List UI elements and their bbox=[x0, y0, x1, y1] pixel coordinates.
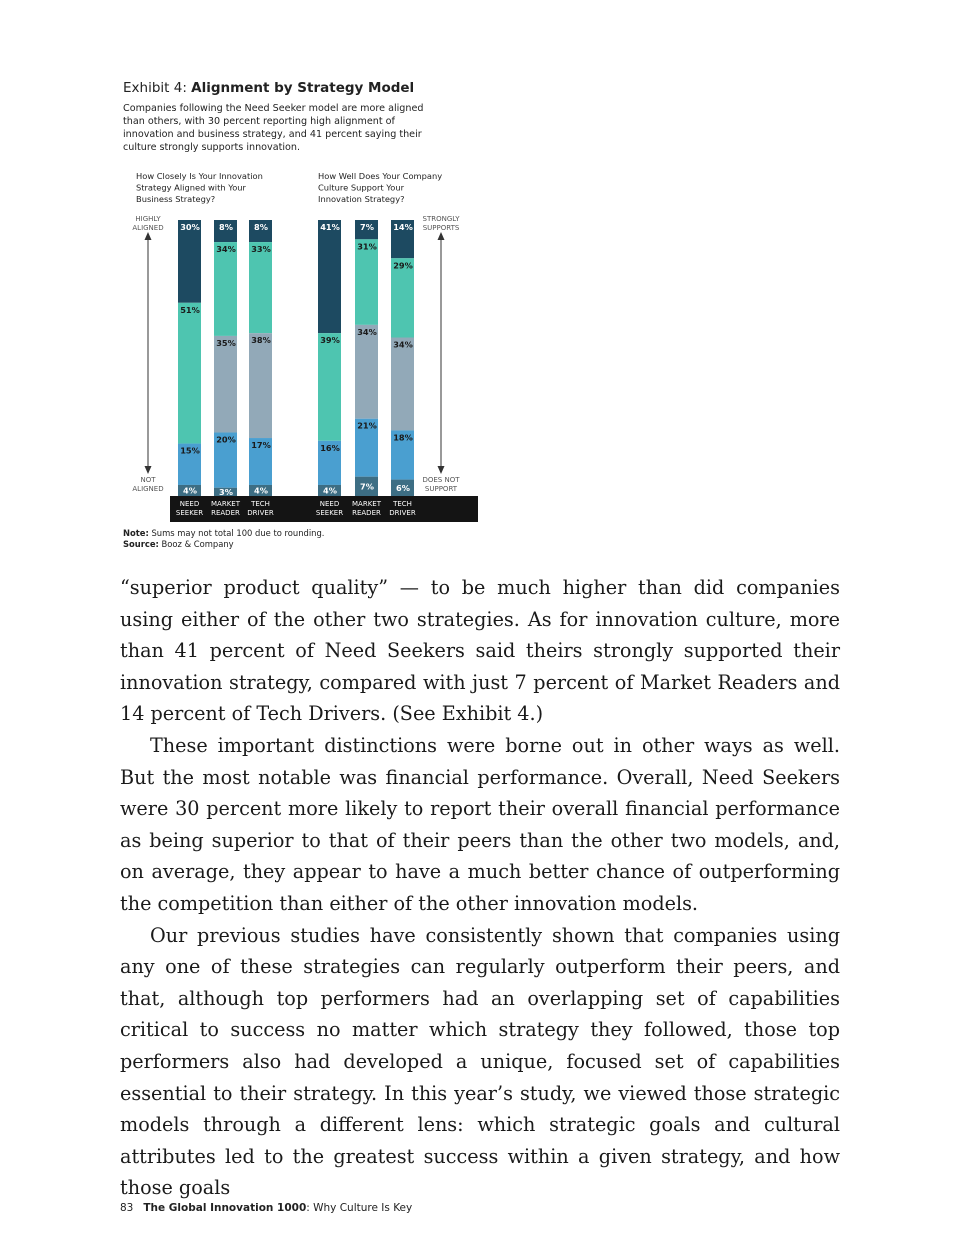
axis-top-label: STRONGLY bbox=[422, 215, 460, 223]
bar-segment bbox=[178, 303, 201, 444]
bar-segment bbox=[318, 220, 341, 333]
category-label: MARKET bbox=[211, 500, 240, 508]
category-label: READER bbox=[352, 509, 381, 517]
paragraph-1: “superior product quality” — to be much higher than did companies using either of the other two strategies. As for innovation culture, more than 41 percent of Need Seekers said theirs strongly supported their innovation strategy, compared with just 7 percent of Market Readers and 14 percent of Tech Drivers. (See Exhibit 4.) bbox=[120, 576, 840, 726]
category-label: NEED bbox=[319, 500, 340, 508]
bar-segment bbox=[249, 333, 272, 438]
note-label: Note: bbox=[123, 528, 149, 538]
body-text bbox=[120, 572, 840, 1204]
category-label: TECH bbox=[393, 500, 412, 508]
exhibit-subtitle: Companies following the Need Seeker model are more aligned than others, with 30 percent reporting high alignment of innovation and business strategy, and 41 percent saying their culture strongly supports innovation. bbox=[123, 103, 424, 153]
bar-segment bbox=[355, 325, 378, 419]
data-label: 6% bbox=[396, 482, 410, 493]
data-label: 35% bbox=[216, 337, 236, 348]
exhibit-label: Exhibit 4: bbox=[123, 80, 187, 96]
chart-1-title-line: Strategy Aligned with Your bbox=[136, 182, 246, 193]
category-label: MARKET bbox=[352, 500, 381, 508]
data-label: 3% bbox=[219, 486, 233, 497]
data-label: 7% bbox=[360, 481, 374, 492]
category-label: READER bbox=[211, 509, 240, 517]
data-label: 34% bbox=[216, 244, 236, 255]
bar-segment bbox=[214, 336, 237, 433]
data-label: 41% bbox=[320, 222, 340, 232]
chart-notes bbox=[123, 528, 324, 550]
axis-bottom-label: SUPPORT bbox=[424, 485, 458, 493]
paragraph-3: Our previous studies have consistently shown that companies using any one of these strategies can regularly outperform their peers, and that, although top performers had an overlapping set of capabilities critical to success no matter which strategy they followed, those top performers also had developed a unique, focused set of capabilities essential to their strategy. In this year’s study, we viewed those strategic models through a different lens: which strategic goals and cultural attributes led to the greatest success within a given strategy, and how those goals bbox=[120, 923, 840, 1200]
axis-arrow-down-2 bbox=[438, 466, 445, 474]
chart-1-title-line: Business Strategy? bbox=[136, 194, 216, 204]
axis-top-label: SUPPORTS bbox=[422, 224, 460, 232]
data-label: 14% bbox=[393, 222, 413, 232]
alignment-chart bbox=[0, 0, 960, 560]
data-label: 51% bbox=[180, 304, 200, 315]
data-label: 8% bbox=[219, 222, 233, 232]
data-label: 17% bbox=[251, 440, 271, 451]
data-label: 29% bbox=[393, 260, 413, 271]
category-label: NEED bbox=[179, 500, 200, 508]
data-label: 7% bbox=[360, 222, 374, 232]
exhibit-heading: Alignment by Strategy Model bbox=[191, 80, 415, 96]
data-label: 18% bbox=[393, 432, 413, 443]
data-label: 38% bbox=[251, 335, 271, 346]
paragraph-2: These important distinctions were borne out in other ways as well. But the most notable was financial performance. Overall, Need Seekers were 30 percent more likely to report their overall financial performance as being superior to that of their peers than the other two models, and, on average, they appear to have a much better chance of outperforming the competition than either of the other innovation models. bbox=[120, 733, 840, 915]
category-label: TECH bbox=[251, 500, 270, 508]
source-label: Source: bbox=[123, 539, 159, 549]
data-label: 4% bbox=[254, 485, 268, 496]
axis-arrow-down-1 bbox=[145, 466, 152, 474]
axis-arrow-up-2 bbox=[438, 232, 445, 240]
data-label: 8% bbox=[254, 222, 268, 232]
axis-bottom-label: NOT bbox=[140, 476, 156, 484]
chart-1-title-line: How Closely Is Your Innovation bbox=[136, 171, 263, 181]
axis-arrow-up-1 bbox=[145, 232, 152, 240]
chart-2-title-line: Culture Support Your bbox=[318, 182, 404, 193]
data-label: 16% bbox=[320, 442, 340, 453]
page-footer bbox=[120, 1202, 412, 1214]
data-label: 33% bbox=[251, 244, 271, 255]
chart-2-title-line: How Well Does Your Company bbox=[318, 171, 443, 181]
axis-bottom-label: DOES NOT bbox=[422, 476, 460, 484]
data-label: 31% bbox=[357, 241, 377, 252]
data-label: 20% bbox=[216, 434, 236, 445]
publication-title: The Global Innovation 1000 bbox=[143, 1202, 307, 1214]
axis-bottom-label: ALIGNED bbox=[132, 485, 164, 493]
axis-top-label: ALIGNED bbox=[132, 224, 164, 232]
category-label: SEEKER bbox=[175, 509, 204, 517]
data-label: 34% bbox=[357, 326, 377, 337]
note-text: Sums may not total 100 due to rounding. bbox=[151, 528, 325, 538]
data-label: 15% bbox=[180, 445, 200, 456]
page-number: 83 bbox=[120, 1202, 134, 1214]
bar-segment bbox=[318, 333, 341, 441]
data-label: 4% bbox=[323, 485, 337, 496]
bar-segment bbox=[178, 220, 201, 303]
data-label: 4% bbox=[183, 485, 197, 496]
category-label: DRIVER bbox=[247, 509, 274, 517]
section-title: : Why Culture Is Key bbox=[306, 1202, 413, 1214]
data-label: 34% bbox=[393, 339, 413, 350]
source-text: Booz & Company bbox=[161, 539, 234, 549]
data-label: 21% bbox=[357, 420, 377, 431]
bar-segment bbox=[214, 242, 237, 336]
chart-2-title-line: Innovation Strategy? bbox=[318, 194, 405, 204]
bar-segment bbox=[391, 338, 414, 431]
bar-segment bbox=[355, 239, 378, 325]
category-label: SEEKER bbox=[315, 509, 344, 517]
bar-segment bbox=[249, 242, 272, 333]
category-label: DRIVER bbox=[389, 509, 416, 517]
data-label: 30% bbox=[180, 222, 200, 232]
data-label: 39% bbox=[320, 335, 340, 346]
axis-top-label: HIGHLY bbox=[135, 215, 161, 223]
